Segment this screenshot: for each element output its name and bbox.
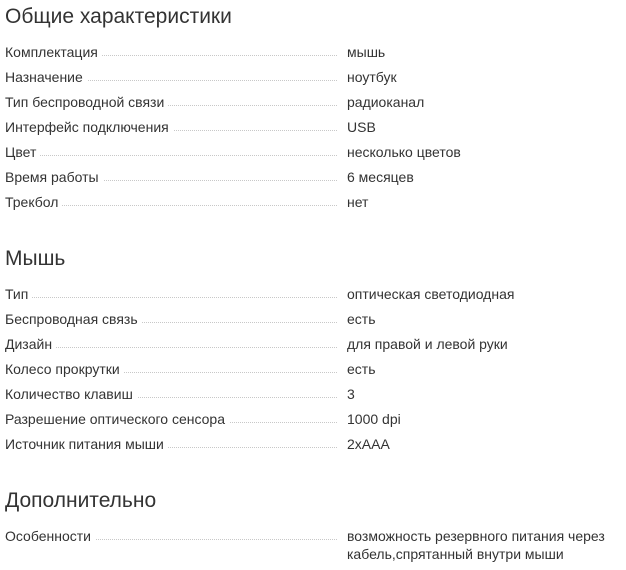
spec-value-power-source: 2xAAA: [347, 436, 390, 452]
spec-value-interface: USB: [347, 119, 376, 135]
spec-value-battery-life: 6 месяцев: [347, 169, 414, 185]
spec-value-package: мышь: [347, 44, 386, 60]
spec-row: [5, 310, 621, 335]
spec-name-type: Тип: [5, 286, 32, 302]
spec-value-sensor-resolution: 1000 dpi: [347, 411, 401, 427]
section-title-mouse: Мышь: [5, 247, 66, 270]
spec-row: [5, 143, 621, 168]
section-general: [5, 2, 621, 218]
spec-row: [5, 285, 621, 310]
spec-row: [5, 193, 621, 218]
spec-name-power-source: Источник питания мыши: [5, 436, 168, 452]
spec-name-wireless-type: Тип беспроводной связи: [5, 94, 168, 110]
spec-value-scroll-wheel: есть: [347, 361, 376, 377]
spec-row: [5, 93, 621, 118]
spec-row: [5, 335, 621, 360]
spec-row: [5, 435, 621, 460]
section-mouse: [5, 244, 621, 460]
spec-value-trackball: нет: [347, 194, 369, 210]
section-additional: [5, 486, 621, 567]
spec-value-color: несколько цветов: [347, 144, 461, 160]
spec-name-wireless: Беспроводная связь: [5, 311, 142, 327]
section-title-additional: Дополнительно: [5, 489, 157, 512]
spec-row: [5, 118, 621, 143]
spec-value-design: для правой и левой руки: [347, 336, 508, 352]
spec-row: [5, 527, 621, 567]
spec-name-color: Цвет: [5, 144, 40, 160]
spec-name-sensor-resolution: Разрешение оптического сенсора: [5, 411, 229, 427]
spec-name-trackball: Трекбол: [5, 194, 62, 210]
spec-value-features: возможность резервного питания через кабель,спрятанный внутри мыши: [347, 528, 605, 562]
spec-value-wireless: есть: [347, 311, 376, 327]
spec-row: [5, 168, 621, 193]
spec-value-type: оптическая светодиодная: [347, 286, 515, 302]
spec-row: [5, 360, 621, 385]
spec-name-scroll-wheel: Колесо прокрутки: [5, 361, 124, 377]
spec-value-purpose: ноутбук: [347, 69, 397, 85]
spec-name-design: Дизайн: [5, 336, 56, 352]
spec-row: [5, 68, 621, 93]
section-title-general: Общие характеристики: [5, 5, 232, 28]
spec-value-wireless-type: радиоканал: [347, 94, 425, 110]
spec-row: [5, 43, 621, 68]
spec-row: [5, 410, 621, 435]
spec-name-interface: Интерфейс подключения: [5, 119, 173, 135]
spec-name-purpose: Назначение: [5, 69, 87, 85]
spec-name-features: Особенности: [5, 528, 95, 544]
spec-row: [5, 385, 621, 410]
spec-name-battery-life: Время работы: [5, 169, 103, 185]
spec-value-button-count: 3: [347, 386, 355, 402]
spec-name-package: Комплектация: [5, 44, 102, 60]
spec-name-button-count: Количество клавиш: [5, 386, 137, 402]
